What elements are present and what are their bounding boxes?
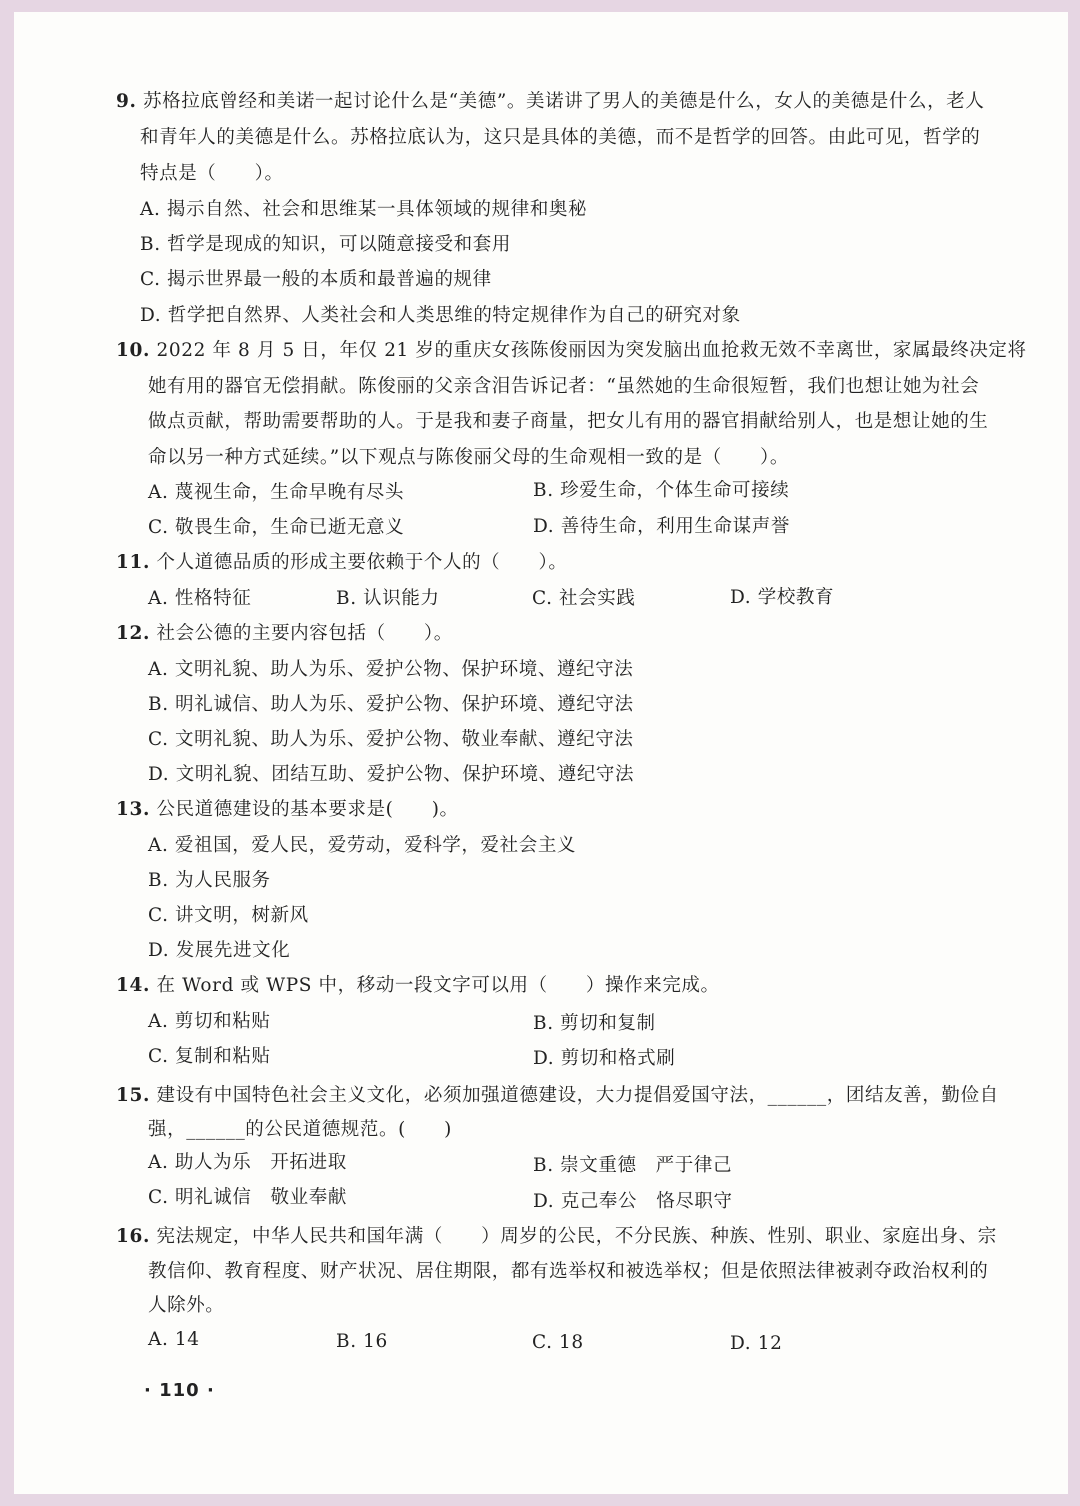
- question-11-text: 个人道德品质的形成主要依赖于个人的（ ）。: [156, 552, 568, 573]
- question-11-option-c: C. 社会实践: [532, 588, 636, 609]
- question-13-option-c: C. 讲文明，树新风: [148, 905, 309, 926]
- question-12-option-b: B. 明礼诚信、助人为乐、爱护公物、保护环境、遵纪守法: [148, 694, 634, 715]
- question-13-option-d: D. 发展先进文化: [148, 940, 291, 961]
- question-16-option-b: B. 16: [336, 1331, 388, 1352]
- question-14-option-d: D. 剪切和格式刷: [533, 1048, 676, 1069]
- question-16-option-d: D. 12: [730, 1333, 783, 1354]
- question-9-option-d: D. 哲学把自然界、人类社会和人类思维的特定规律作为自己的研究对象: [140, 305, 741, 326]
- question-12-text: 社会公德的主要内容包括（ ）。: [156, 623, 453, 644]
- question-11-line-1: [116, 551, 567, 575]
- question-15-option-c: C. 明礼诚信 敬业奉献: [148, 1187, 347, 1208]
- question-15-option-d: D. 克己奉公 恪尽职守: [533, 1191, 733, 1212]
- question-10-option-a: A. 蔑视生命，生命早晚有尽头: [148, 482, 405, 503]
- question-12-line-1: [116, 622, 453, 646]
- question-14-option-a: A. 剪切和粘贴: [148, 1011, 271, 1032]
- question-9-text: 苏格拉底曾经和美诺一起讨论什么是“美德”。美诺讲了男人的美德是什么，女人的美德是什么，老人: [143, 91, 985, 112]
- question-9-line-2: 和青年人的美德是什么。苏格拉底认为，这只是具体的美德，而不是哲学的回答。由此可见，哲学的: [140, 127, 981, 148]
- question-13-option-b: B. 为人民服务: [148, 870, 271, 891]
- question-10-text: 2022 年 8 月 5 日，年仅 21 岁的重庆女孩陈俊丽因为突发脑出血抢救无效不幸离世，家属最终决定将: [156, 340, 1027, 361]
- question-14-number: 14.: [116, 975, 150, 996]
- question-12-option-d: D. 文明礼貌、团结互助、爱护公物、保护环境、遵纪守法: [148, 764, 635, 785]
- question-9-option-c: C. 揭示世界最一般的本质和最普遍的规律: [140, 269, 492, 290]
- question-10-option-c: C. 敬畏生命，生命已逝无意义: [148, 517, 405, 538]
- question-16-line-2: 教信仰、教育程度、财产状况、居住期限，都有选举权和被选举权；但是依照法律被剥夺政治权利的: [148, 1261, 989, 1282]
- question-12-number: 12.: [116, 623, 150, 644]
- question-16-line-1: [116, 1225, 997, 1249]
- question-9-line-3: 特点是（ ）。: [140, 163, 284, 184]
- question-10-line-2: 她有用的器官无偿捐献。陈俊丽的父亲含泪告诉记者：“虽然她的生命很短暂，我们也想让她为社会: [148, 376, 980, 397]
- question-15-option-a: A. 助人为乐 开拓进取: [148, 1152, 347, 1173]
- question-13-number: 13.: [116, 799, 150, 820]
- question-15-line-1: [116, 1084, 999, 1108]
- question-13-text: 公民道德建设的基本要求是( )。: [156, 799, 459, 820]
- question-9-line-1: [116, 90, 984, 114]
- question-10-line-3: 做点贡献，帮助需要帮助的人。于是我和妻子商量，把女儿有用的器官捐献给别人，也是想让她的生: [148, 411, 989, 432]
- question-13-option-a: A. 爱祖国，爱人民，爱劳动，爱科学，爱社会主义: [148, 835, 577, 856]
- question-14-text: 在 Word 或 WPS 中，移动一段文字可以用（ ）操作来完成。: [156, 975, 720, 996]
- question-16-option-a: A. 14: [148, 1329, 200, 1350]
- question-10-number: 10.: [116, 340, 150, 361]
- question-14-option-c: C. 复制和粘贴: [148, 1046, 271, 1067]
- question-15-number: 15.: [116, 1085, 150, 1106]
- exam-page: [14, 12, 1068, 1494]
- page-number: · 110 ·: [144, 1380, 215, 1401]
- question-14-line-1: [116, 974, 720, 998]
- question-9-option-b: B. 哲学是现成的知识，可以随意接受和套用: [140, 234, 511, 255]
- question-15-line-2: 强，______的公民道德规范。( ): [148, 1119, 452, 1140]
- question-9-option-a: A. 揭示自然、社会和思维某一具体领域的规律和奥秘: [140, 199, 588, 220]
- question-14-option-b: B. 剪切和复制: [533, 1013, 656, 1034]
- question-16-line-3: 人除外。: [148, 1295, 225, 1316]
- question-9-number: 9.: [116, 91, 137, 112]
- question-10-option-d: D. 善待生命，利用生命谋声誉: [533, 516, 790, 537]
- question-11-option-a: A. 性格特征: [148, 588, 252, 609]
- question-12-option-a: A. 文明礼貌、助人为乐、爱护公物、保护环境、遵纪守法: [148, 659, 634, 680]
- question-11-option-d: D. 学校教育: [730, 587, 835, 608]
- question-11-option-b: B. 认识能力: [336, 588, 440, 609]
- question-15-text: 建设有中国特色社会主义文化，必须加强道德建设，大力提倡爱国守法，______，团结友善，勤俭自: [156, 1085, 999, 1106]
- question-16-number: 16.: [116, 1226, 150, 1247]
- question-16-option-c: C. 18: [532, 1332, 584, 1353]
- question-15-option-b: B. 崇文重德 严于律己: [533, 1155, 733, 1176]
- question-12-option-c: C. 文明礼貌、助人为乐、爱护公物、敬业奉献、遵纪守法: [148, 729, 634, 750]
- question-11-number: 11.: [116, 552, 150, 573]
- question-16-text: 宪法规定，中华人民共和国年满（ ）周岁的公民，不分民族、种族、性别、职业、家庭出身、宗: [156, 1226, 997, 1247]
- question-13-line-1: [116, 798, 459, 822]
- question-10-option-b: B. 珍爱生命，个体生命可接续: [533, 480, 790, 501]
- question-10-line-4: 命以另一种方式延续。”以下观点与陈俊丽父母的生命观相一致的是（ ）。: [148, 447, 789, 468]
- question-10-line-1: [116, 339, 1027, 363]
